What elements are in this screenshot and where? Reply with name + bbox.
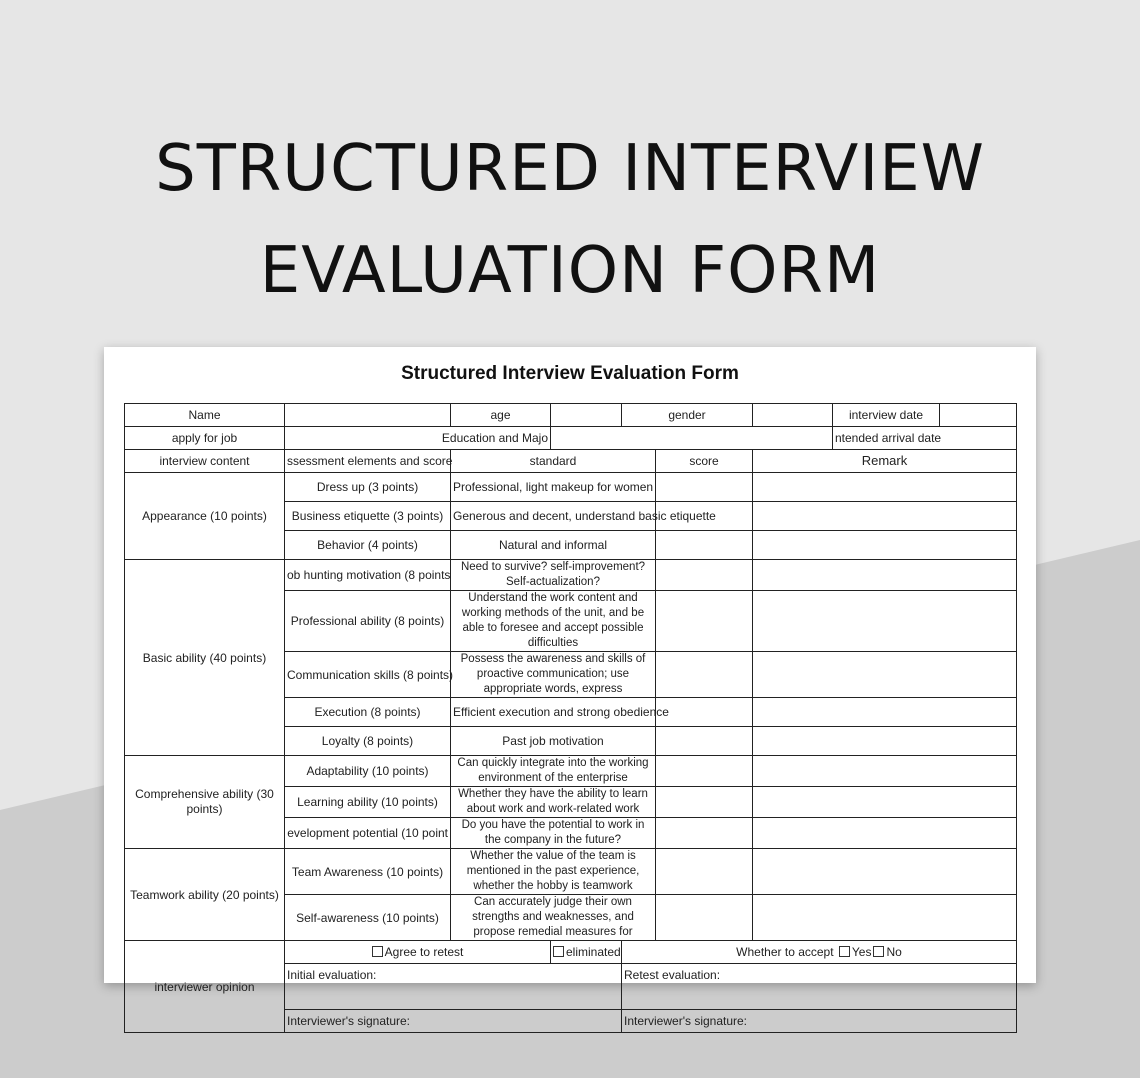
eliminated-option[interactable] [551, 941, 622, 964]
element-cell: Loyalty (8 points) [285, 727, 451, 756]
element-cell: Adaptability (10 points) [285, 756, 451, 787]
name-label: Name [125, 404, 285, 427]
element-cell: Learning ability (10 points) [285, 787, 451, 818]
element-cell: Business etiquette (3 points) [285, 502, 451, 531]
eliminated-label: eliminated [566, 945, 621, 959]
remark-cell[interactable] [753, 727, 1017, 756]
score-cell[interactable] [656, 560, 753, 591]
score-header: score [656, 450, 753, 473]
section-interviewer-opinion: interviewer opinion [125, 941, 285, 1033]
element-cell: Professional ability (8 points) [285, 591, 451, 652]
accept-label: Whether to accept [736, 945, 834, 959]
interview-date-value-cell[interactable] [940, 404, 1017, 427]
name-value-cell[interactable] [285, 404, 451, 427]
table-row [125, 849, 1017, 895]
remark-cell[interactable] [753, 895, 1017, 941]
hero-title-line-1: STRUCTURED INTERVIEW [155, 132, 985, 206]
age-label: age [451, 404, 551, 427]
form-title: Structured Interview Evaluation Form [401, 363, 739, 384]
score-cell[interactable] [656, 531, 753, 560]
element-cell: ob hunting motivation (8 points [285, 560, 451, 591]
standard-header: standard [451, 450, 656, 473]
table-row [125, 450, 1017, 473]
remark-cell[interactable] [753, 787, 1017, 818]
interview-content-header: interview content [125, 450, 285, 473]
education-value-cell[interactable] [551, 427, 833, 450]
score-cell[interactable] [656, 473, 753, 502]
score-cell[interactable] [656, 698, 753, 727]
education-label: Education and Majo [285, 427, 551, 450]
table-row [125, 404, 1017, 427]
standard-cell: Natural and informal [451, 531, 656, 560]
element-cell: Behavior (4 points) [285, 531, 451, 560]
remark-cell[interactable] [753, 473, 1017, 502]
standard-cell: Can accurately judge their own strengths and weaknesses, and propose remedial measures for [451, 895, 656, 941]
interview-date-label: interview date [833, 404, 940, 427]
checkbox-icon[interactable] [553, 946, 564, 957]
assessment-header: ssessment elements and score [285, 450, 451, 473]
score-cell[interactable] [656, 591, 753, 652]
checkbox-icon[interactable] [873, 946, 884, 957]
table-row [125, 560, 1017, 591]
agree-retest-option[interactable] [285, 941, 551, 964]
age-value-cell[interactable] [551, 404, 622, 427]
table-row [125, 756, 1017, 787]
hero-title-line-2: EVALUATION FORM [259, 234, 881, 308]
element-cell: Execution (8 points) [285, 698, 451, 727]
section-basic-ability: Basic ability (40 points) [125, 560, 285, 756]
remark-cell[interactable] [753, 818, 1017, 849]
form-sheet [104, 347, 1036, 1028]
table-row [125, 473, 1017, 502]
table-row [125, 427, 1017, 450]
agree-retest-label: Agree to retest [384, 945, 464, 959]
element-cell: Dress up (3 points) [285, 473, 451, 502]
element-cell: Team Awareness (10 points) [285, 849, 451, 895]
initial-signature-field[interactable]: Interviewer's signature: [285, 1010, 622, 1033]
standard-cell: Efficient execution and strong obedience [451, 698, 656, 727]
score-cell[interactable] [656, 849, 753, 895]
remark-cell[interactable] [753, 756, 1017, 787]
evaluation-table [124, 403, 1017, 1033]
arrival-date-label: ntended arrival date [833, 427, 1017, 450]
retest-signature-field[interactable]: Interviewer's signature: [622, 1010, 1017, 1033]
initial-evaluation-field[interactable]: Initial evaluation: [285, 964, 622, 1010]
element-cell: Communication skills (8 points) [285, 652, 451, 698]
remark-header: Remark [753, 450, 1017, 473]
remark-cell[interactable] [753, 591, 1017, 652]
standard-cell: Generous and decent, understand basic etiquette [451, 502, 656, 531]
remark-cell[interactable] [753, 849, 1017, 895]
standard-cell: Whether the value of the team is mentioned in the past experience, whether the hobby is teamwork [451, 849, 656, 895]
remark-cell[interactable] [753, 502, 1017, 531]
score-cell[interactable] [656, 652, 753, 698]
remark-cell[interactable] [753, 560, 1017, 591]
standard-cell: Understand the work content and working methods of the unit, and be able to foresee and accept possible difficulties [451, 591, 656, 652]
score-cell[interactable] [656, 756, 753, 787]
standard-cell: Do you have the potential to work in the company in the future? [451, 818, 656, 849]
standard-cell: Whether they have the ability to learn about work and work-related work [451, 787, 656, 818]
standard-cell: Need to survive? self-improvement? Self-actualization? [451, 560, 656, 591]
yes-label: Yes [851, 945, 872, 959]
score-cell[interactable] [656, 895, 753, 941]
hero-title [0, 118, 1140, 322]
retest-evaluation-field[interactable]: Retest evaluation: [622, 964, 1017, 1010]
element-cell: Self-awareness (10 points) [285, 895, 451, 941]
remark-cell[interactable] [753, 531, 1017, 560]
gender-label: gender [622, 404, 753, 427]
element-cell: evelopment potential (10 point [285, 818, 451, 849]
standard-cell: Possess the awareness and skills of proactive communication; use appropriate words, express [451, 652, 656, 698]
table-row [125, 941, 1017, 964]
remark-cell[interactable] [753, 698, 1017, 727]
section-teamwork-ability: Teamwork ability (20 points) [125, 849, 285, 941]
standard-cell: Can quickly integrate into the working environment of the enterprise [451, 756, 656, 787]
apply-for-job-label: apply for job [125, 427, 285, 450]
score-cell[interactable] [656, 727, 753, 756]
standard-cell: Past job motivation [451, 727, 656, 756]
checkbox-icon[interactable] [372, 946, 383, 957]
score-cell[interactable] [656, 818, 753, 849]
remark-cell[interactable] [753, 652, 1017, 698]
accept-option [622, 941, 1017, 964]
no-label: No [886, 945, 902, 959]
section-comprehensive-ability: Comprehensive ability (30 points) [125, 756, 285, 849]
standard-cell: Professional, light makeup for women [451, 473, 656, 502]
checkbox-icon[interactable] [839, 946, 850, 957]
score-cell[interactable] [656, 787, 753, 818]
gender-value-cell[interactable] [753, 404, 833, 427]
section-appearance: Appearance (10 points) [125, 473, 285, 560]
